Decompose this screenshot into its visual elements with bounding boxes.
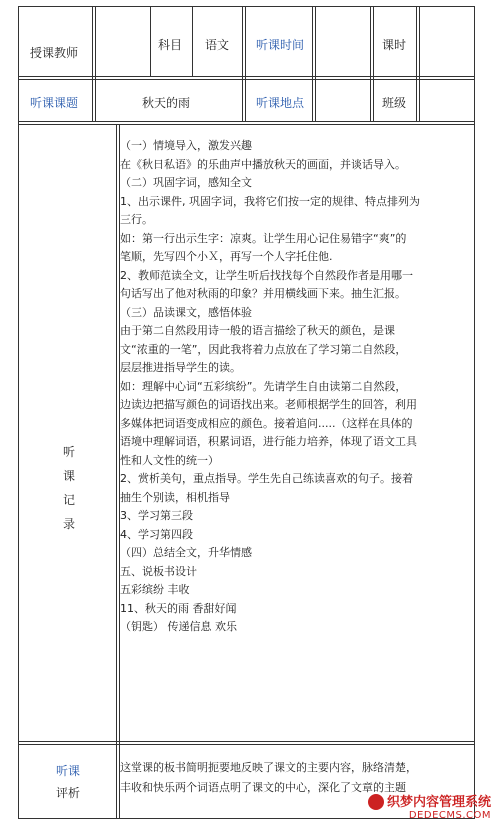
record-line: 在《秋日私语》的乐曲声中播放秋天的画面，并谈话导入。 — [120, 157, 406, 171]
record-line: 3、学习第三段 — [120, 509, 193, 522]
record-line: 性和人文性的统一） — [120, 453, 219, 467]
record-label-char: 记 — [62, 493, 75, 507]
col-divider-c — [192, 6, 193, 76]
watermark — [368, 791, 491, 822]
listen-time-label: 听课时间 — [256, 38, 305, 52]
record-content — [120, 137, 450, 637]
row-divider-2-inner — [18, 124, 475, 125]
review-label-2: 评析 — [56, 786, 81, 800]
record-line: （四）总结全文，升华情感 — [120, 546, 252, 559]
record-line: 抽生个别读，相机指导 — [120, 490, 230, 504]
record-line: 笔顺，先写四个小Ｘ，再写一个人字托住他. — [120, 250, 333, 263]
hours-label: 课时 — [382, 38, 407, 52]
topic-value: 秋天的雨 — [142, 96, 191, 110]
review-line: 这堂课的板书简明扼要地反映了课文的主要内容，脉络清楚， — [120, 761, 417, 774]
col-divider-d2 — [245, 6, 246, 122]
review-line: 丰收和快乐两个词语点明了课文的中心，深化了文章的主题 — [120, 781, 406, 794]
record-line: 五彩缤纷 丰收 — [120, 583, 190, 596]
row-divider-3-inner — [18, 744, 475, 745]
record-line: 4、学习第四段 — [120, 527, 193, 541]
col-divider-body — [116, 124, 117, 818]
record-label-char: 听 — [62, 445, 75, 459]
table-border-left — [18, 6, 19, 818]
table-border-top — [18, 6, 475, 7]
col-divider-d — [242, 6, 243, 122]
topic-label: 听课课题 — [30, 96, 79, 110]
watermark-title — [368, 791, 491, 811]
record-line: 语境中理解词语，积累词语，进行能力培养，体现了语文工具 — [120, 435, 417, 448]
record-line: 2、教师范读全文，让学生听后找找每个自然段作者是用哪一 — [120, 268, 413, 282]
row-divider-1-inner — [18, 79, 475, 80]
row-divider-2 — [18, 121, 475, 122]
record-line: 三行。 — [120, 213, 153, 226]
record-line: （一）情境导入，激发兴趣 — [120, 139, 252, 152]
watermark-domain: DEDECMS.COM — [408, 810, 491, 821]
record-line: （钥匙） 传递信息 欢乐 — [120, 620, 237, 633]
review-label-1: 听课 — [56, 764, 81, 778]
col-divider-f2 — [373, 6, 374, 122]
row-divider-1 — [18, 76, 475, 77]
location-label: 听课地点 — [256, 96, 305, 110]
col-divider-g2 — [419, 6, 420, 122]
record-line: 边读边把描写颜色的词语找出来。老师根据学生的回答，利用 — [120, 398, 417, 411]
record-line: 如：第一行出示生字：凉爽。让学生用心记住易错字“爽”的 — [120, 231, 407, 245]
dedecms-logo-icon — [368, 794, 384, 810]
col-divider-f — [370, 6, 371, 122]
record-line: 文“浓重的一笔”，因此我将着力点放在了学习第二自然段， — [120, 342, 407, 356]
record-line: 五、说板书设计 — [120, 564, 197, 578]
record-line: 句话写出了他对秋雨的印象？并用横线画下来。抽生汇报。 — [120, 287, 406, 300]
col-divider-e2 — [315, 6, 316, 122]
watermark-text: 织梦内容管理系统 — [386, 794, 491, 810]
record-line: 如：理解中心词“五彩缤纷”。先请学生自由读第二自然段， — [120, 379, 407, 393]
subject-label: 科目 — [158, 38, 183, 52]
col-divider-g — [416, 6, 417, 122]
record-line: 多媒体把词语变成相应的颜色。接着追问.....（这样在具体的 — [120, 416, 413, 430]
subject-value: 语文 — [205, 38, 230, 52]
col-divider-a2 — [95, 6, 96, 122]
record-line: 11、秋天的雨 香甜好闻 — [120, 601, 237, 615]
record-line: 2、赏析美句，重点指导。学生先自己练读喜欢的句子。接着 — [120, 472, 413, 485]
record-label — [62, 440, 76, 536]
record-line: 1、出示课件, 巩固字词，我将它们按一定的规律、特点排列为 — [120, 194, 420, 208]
record-line: 层层推进指导学生的读。 — [120, 361, 241, 374]
record-line: （三）品读课文，感悟体验 — [120, 305, 252, 319]
record-label-char: 课 — [62, 469, 75, 483]
record-line: （二）巩固字词，感知全文 — [120, 176, 252, 189]
record-line: 由于第二自然段用诗一般的语言描绘了秋天的颜色，是课 — [120, 324, 395, 337]
teacher-label: 授课教师 — [30, 46, 79, 60]
col-divider-a — [92, 6, 93, 122]
record-label-char: 录 — [62, 517, 75, 531]
row-divider-3 — [18, 741, 475, 742]
table-border-right — [474, 6, 475, 818]
col-divider-b — [150, 6, 151, 76]
col-divider-e — [312, 6, 313, 122]
class-label: 班级 — [382, 96, 407, 110]
